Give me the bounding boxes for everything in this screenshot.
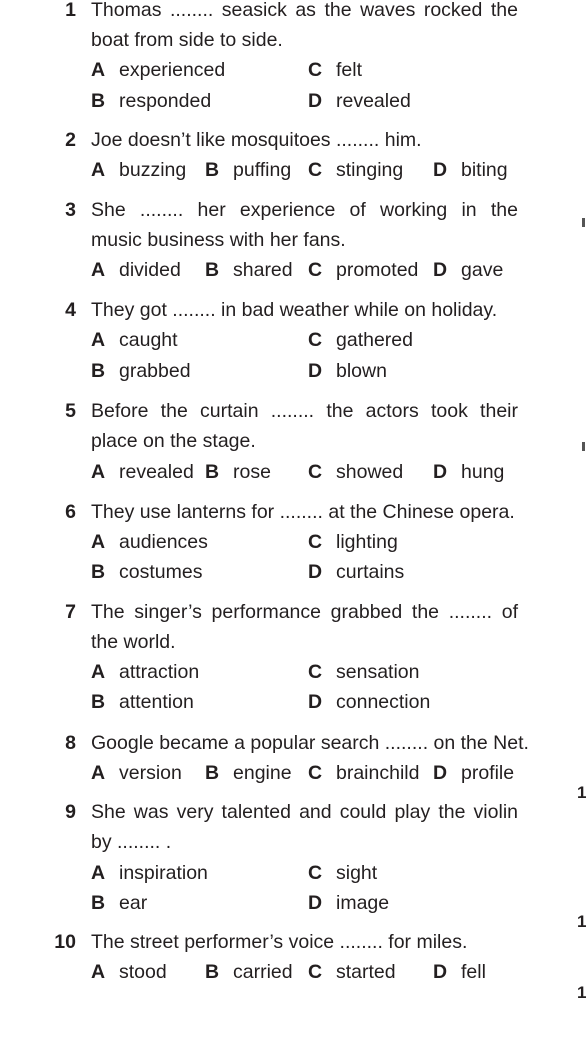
option-b: B shared: [205, 259, 293, 281]
option-b: B engine: [205, 762, 292, 784]
question-number: 8: [65, 732, 76, 754]
option-c: C started: [308, 961, 396, 983]
edge-fragment: 1: [577, 783, 587, 802]
option-a: A caught: [91, 329, 178, 351]
option-d: D hung: [433, 461, 505, 483]
option-a: A version: [91, 762, 182, 784]
option-a: A audiences: [91, 531, 208, 553]
option-d: D revealed: [308, 90, 411, 112]
option-c: C stinging: [308, 159, 404, 181]
question-number: 9: [65, 801, 76, 823]
option-a: A revealed: [91, 461, 194, 483]
edge-fragment: 1: [577, 983, 587, 1002]
question-number: 3: [65, 199, 76, 221]
option-c: C showed: [308, 461, 404, 483]
option-a: A divided: [91, 259, 181, 281]
option-b: B puffing: [205, 159, 292, 181]
option-b: B grabbed: [91, 360, 191, 382]
option-a: A stood: [91, 961, 167, 983]
question-number: 4: [65, 299, 76, 321]
option-b: B rose: [205, 461, 271, 483]
question-text-line-1: Google became a popular search ........ on the Net.: [91, 732, 529, 754]
question-text-line-1: They got ........ in bad weather while on holiday.: [91, 299, 498, 321]
question-text-line-1: They use lanterns for ........ at the Chinese opera.: [91, 501, 515, 523]
option-c: C sensation: [308, 661, 420, 683]
question-number: 1: [65, 0, 76, 21]
option-d: D gave: [433, 259, 504, 281]
question-text-line-2: by ........ .: [91, 831, 172, 853]
option-d: D curtains: [308, 561, 405, 583]
option-d: D blown: [308, 360, 387, 382]
question-text-line-2: the world.: [91, 631, 176, 653]
option-c: C lighting: [308, 531, 398, 553]
edge-fragment: 1: [577, 912, 587, 931]
question-number: 5: [65, 400, 76, 422]
question-text-line-1: Thomas ........ seasick as the waves rocked the: [91, 0, 518, 21]
edge-mark: [582, 442, 585, 451]
question-text-line-1: She ........ her experience of working in the: [91, 199, 518, 221]
option-d: D connection: [308, 691, 431, 713]
question-number: 2: [65, 129, 76, 151]
question-text-line-1: She was very talented and could play the violin: [91, 801, 518, 823]
question-text-line-1: The singer’s performance grabbed the ........ of: [91, 601, 518, 623]
edge-mark: [582, 218, 585, 227]
question-text-line-1: The street performer’s voice ........ for miles.: [91, 931, 468, 953]
option-d: D profile: [433, 762, 515, 784]
option-c: C sight: [308, 862, 378, 884]
option-b: B responded: [91, 90, 212, 112]
option-d: D biting: [433, 159, 508, 181]
question-number: 10: [54, 931, 76, 953]
option-b: B ear: [91, 892, 148, 914]
option-d: D fell: [433, 961, 486, 983]
option-c: C brainchild: [308, 762, 420, 784]
option-b: B costumes: [91, 561, 203, 583]
option-c: C gathered: [308, 329, 413, 351]
question-number: 7: [65, 601, 76, 623]
option-b: B carried: [205, 961, 293, 983]
option-a: A attraction: [91, 661, 200, 683]
question-text-line-2: place on the stage.: [91, 430, 256, 452]
question-text-line-1: Joe doesn’t like mosquitoes ........ him.: [91, 129, 422, 151]
question-text-line-2: boat from side to side.: [91, 29, 283, 51]
question-text-line-1: Before the curtain ........ the actors took their: [91, 400, 518, 422]
option-a: A buzzing: [91, 159, 187, 181]
question-number: 6: [65, 501, 76, 523]
option-a: A inspiration: [91, 862, 208, 884]
option-d: D image: [308, 892, 390, 914]
option-c: C promoted: [308, 259, 419, 281]
option-c: C felt: [308, 59, 363, 81]
option-a: A experienced: [91, 59, 226, 81]
option-b: B attention: [91, 691, 194, 713]
question-text-line-2: music business with her fans.: [91, 229, 346, 251]
